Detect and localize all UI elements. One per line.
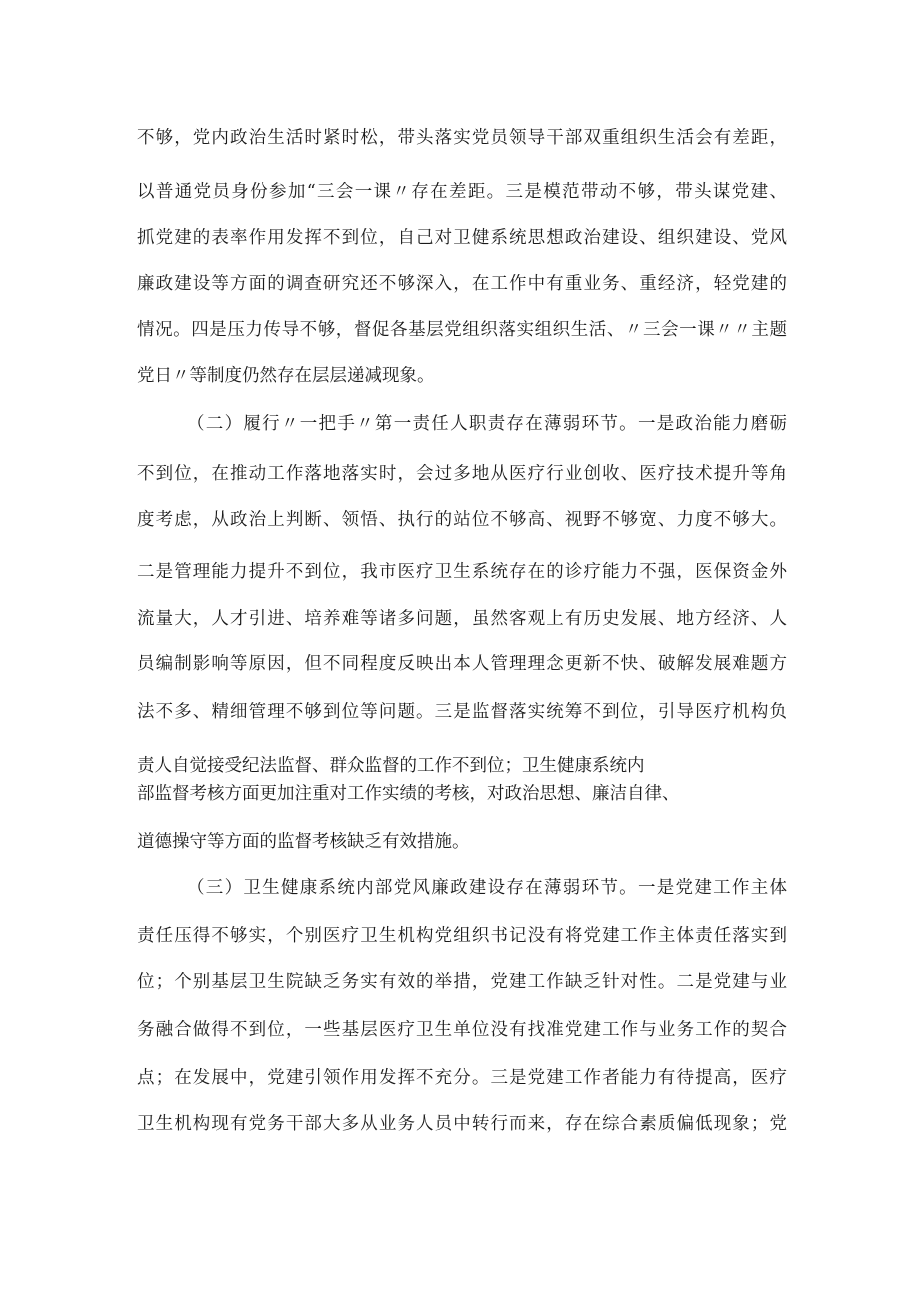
paragraph-line: 务融合做得不到位，一些基层医疗卫生单位没有找准党建工作与业务工作的契合	[137, 1020, 787, 1040]
paragraph-line: 卫生机构现有党务干部大多从业务人员中转行而来，存在综合素质偏低现象；党	[137, 1114, 787, 1134]
paragraph-line: 责人自觉接受纪法监督、群众监督的工作不到位；卫生健康系统内	[137, 756, 645, 776]
paragraph-line: 流量大，人才引进、培养难等诸多问题，虽然客观上有历史发展、地方经济、人	[137, 609, 787, 629]
paragraph-line: 不够，党内政治生活时紧时松，带头落实党员领导干部双重组织生活会有差距，	[137, 128, 787, 148]
paragraph-line: 点；在发展中，党建引领作用发挥不充分。三是党建工作者能力有待提高，医疗	[137, 1068, 787, 1088]
paragraph-line: 员编制影响等原因，但不同程度反映出本人管理理念更新不快、破解发展难题方	[137, 654, 787, 674]
paragraph-line: 责任压得不够实，个别医疗卫生机构党组织书记没有将党建工作主体责任落实到	[137, 926, 787, 946]
paragraph-line: 不到位，在推动工作落地落实时，会过多地从医疗行业创收、医疗技术提升等角	[137, 464, 787, 484]
paragraph-line: 二是管理能力提升不到位，我市医疗卫生系统存在的诊疗能力不强，医保资金外	[137, 562, 787, 582]
paragraph-line: 位；个别基层卫生院缺乏务实有效的举措，党建工作缺乏针对性。二是党建与业	[137, 972, 787, 992]
paragraph-line: 抓党建的表率作用发挥不到位，自己对卫健系统思想政治建设、组织建设、党风	[137, 228, 787, 248]
paragraph-line: 道德操守等方面的监督考核缺乏有效措施。	[137, 832, 470, 852]
paragraph-line: 廉政建设等方面的调查研究还不够深入，在工作中有重业务、重经济，轻党建的	[137, 274, 787, 294]
paragraph-line: 党日〃等制度仍然存在层层递减现象。	[137, 366, 435, 386]
paragraph-line: 以普通党员身份参加“三会一课〃存在差距。三是模范带动不够，带头谋党建、	[137, 182, 787, 202]
paragraph-line: 法不多、精细管理不够到位等问题。三是监督落实统筹不到位，引导医疗机构负	[137, 702, 787, 722]
paragraph-line: 部监督考核方面更加注重对工作实绩的考核，对政治思想、廉洁自律、	[137, 784, 680, 804]
section-heading-line: （二）履行〃一把手〃第一责任人职责存在薄弱环节。一是政治能力磨砺	[187, 414, 787, 434]
section-heading-line: （三）卫生健康系统内部党风廉政建设存在薄弱环节。一是党建工作主体	[187, 878, 787, 898]
paragraph-line: 度考虑，从政治上判断、领悟、执行的站位不够高、视野不够宽、力度不够大。	[137, 510, 787, 530]
paragraph-line: 情况。四是压力传导不够，督促各基层党组织落实组织生活、〃三会一课〃〃主题	[137, 320, 787, 340]
